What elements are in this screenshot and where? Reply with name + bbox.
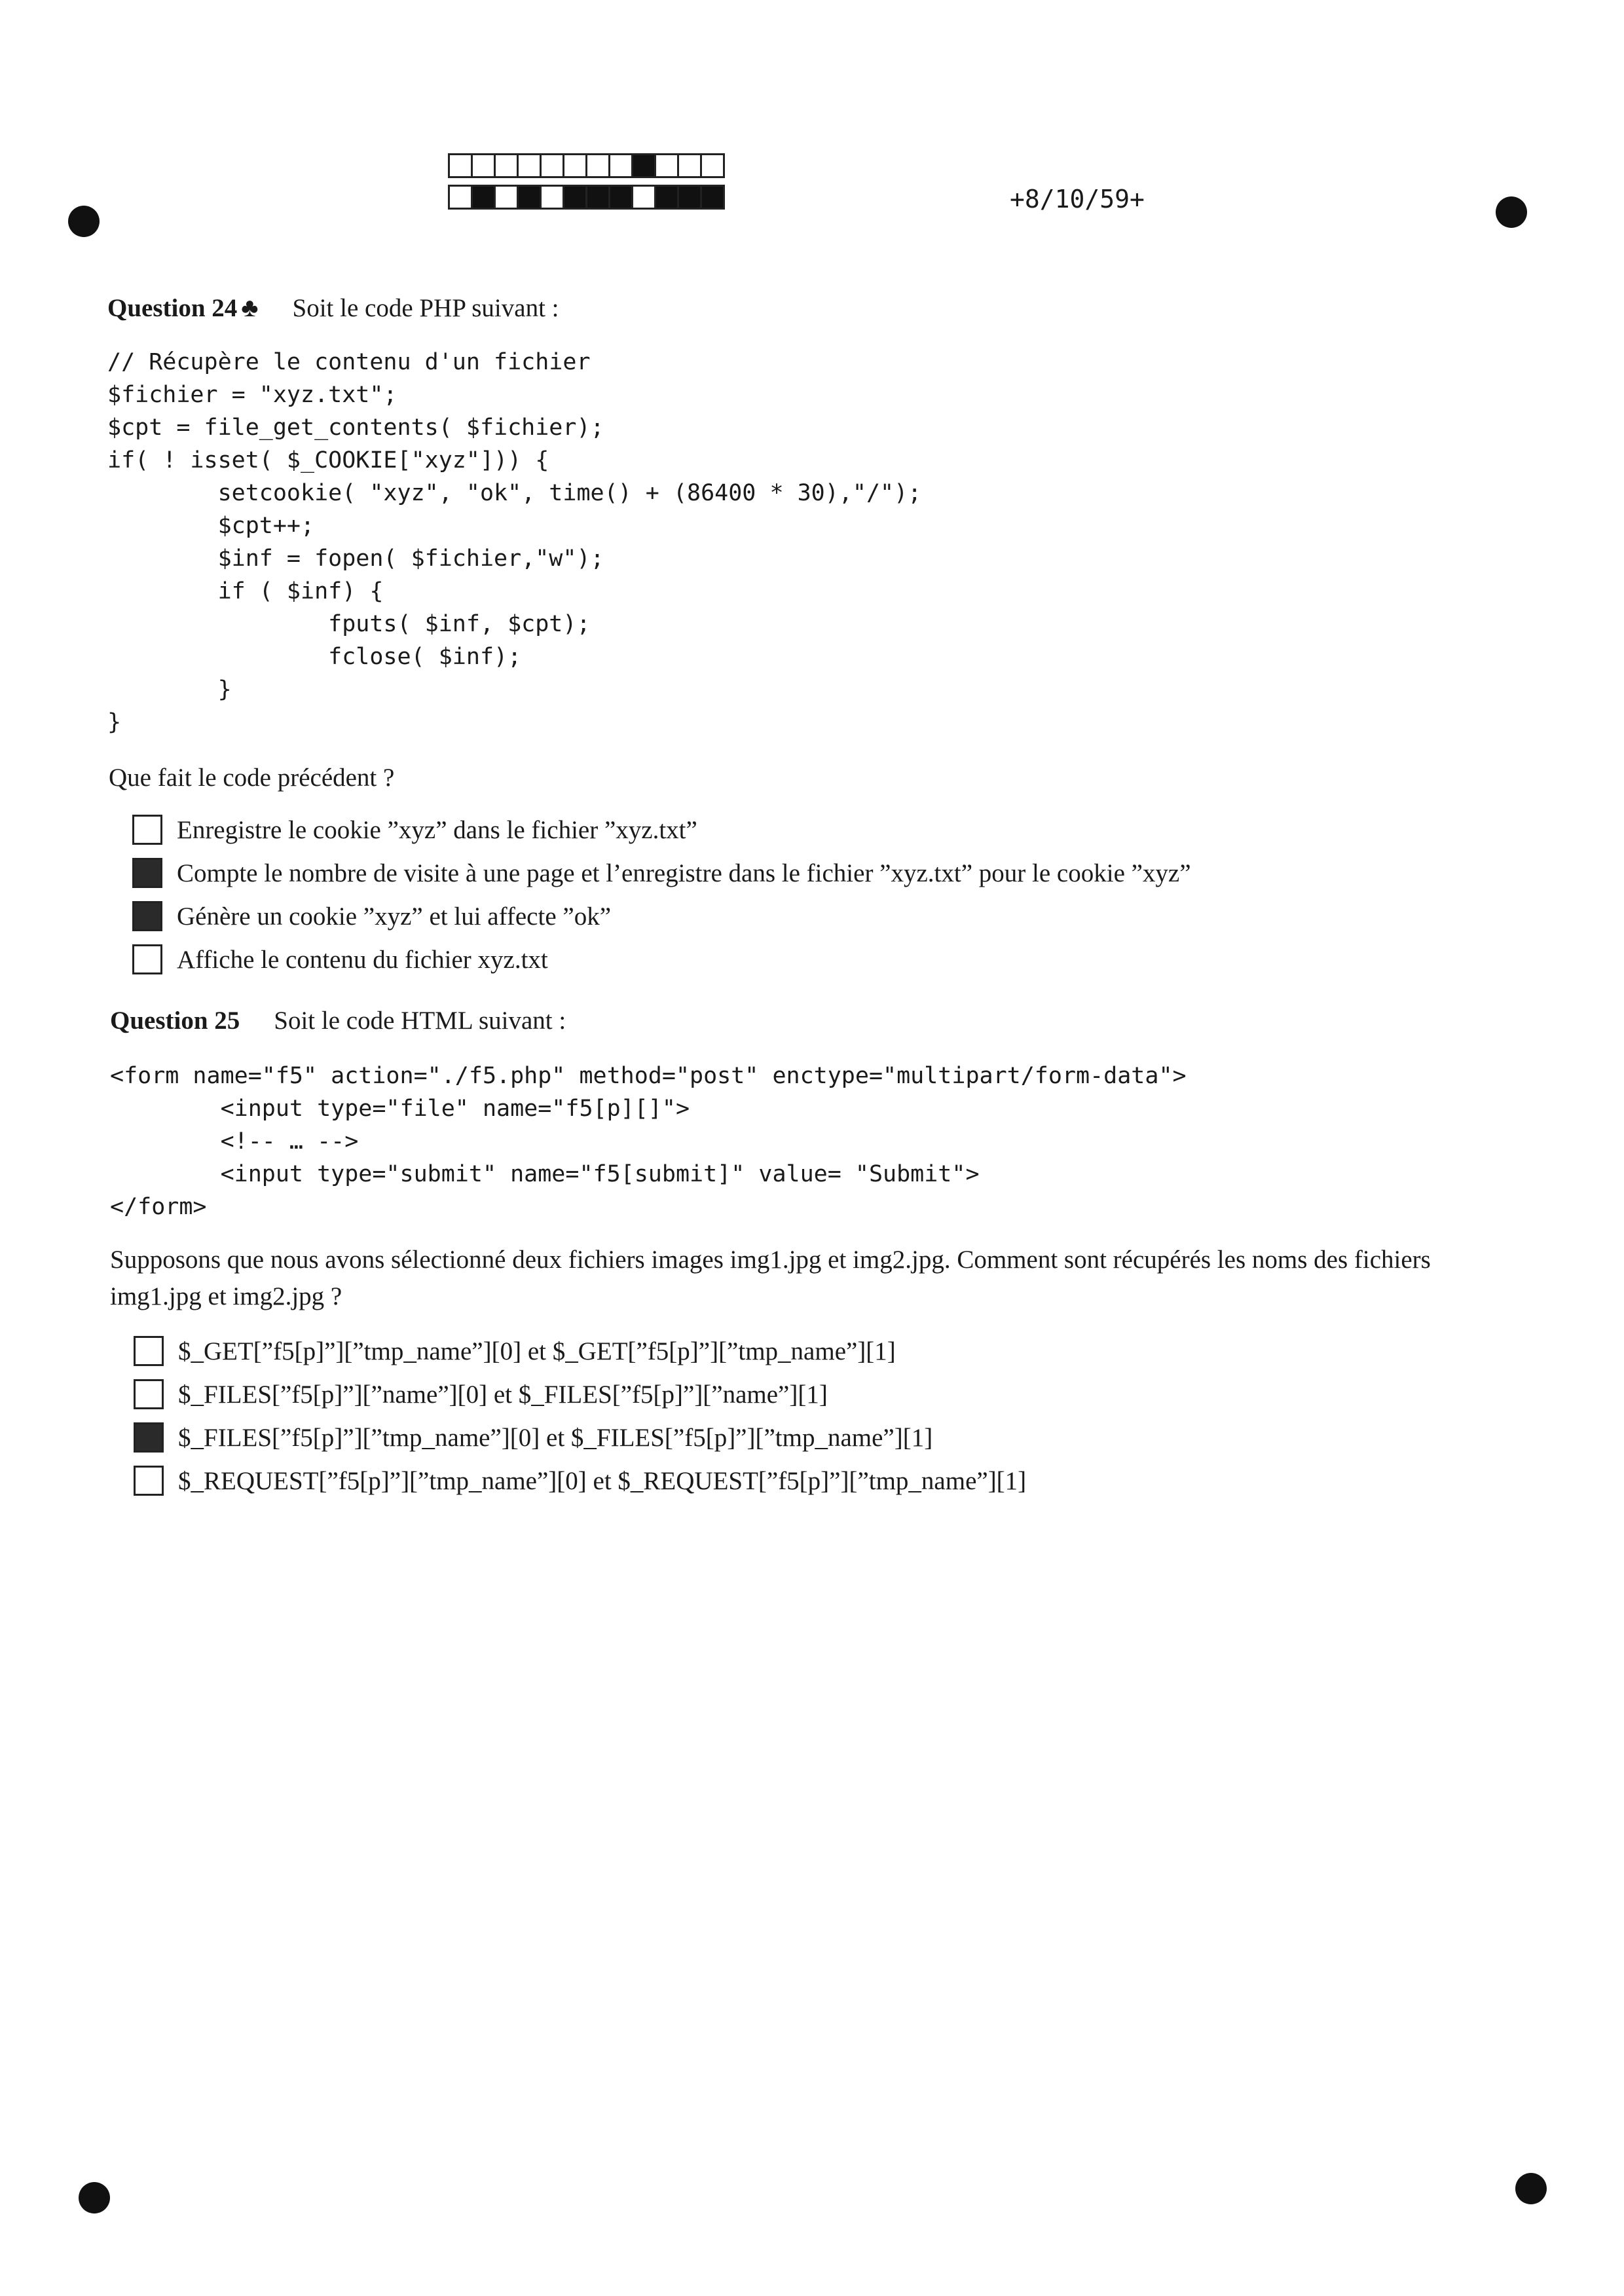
choice-label: $_REQUEST[”f5[p]”][”tmp_name”][0] et $_REQUEST[”f5[p]”][”tmp_name”][1] (178, 1466, 1027, 1495)
choice-label: Génère un cookie ”xyz” et lui affecte ”ok” (177, 902, 611, 931)
question-25-code: <form name="f5" action="./f5.php" method="post" enctype="multipart/form-data"> <input type="file" name="f5[p][]"> <!-- … --> <input type="submit" name="f5[submit]" value= "Submit"> </form> (110, 1063, 1187, 1220)
barcode-cell (517, 185, 542, 210)
barcode-cell (471, 153, 496, 178)
barcode-cell (540, 153, 564, 178)
barcode-cell (700, 153, 725, 178)
choice-label: $_FILES[”f5[p]”][”tmp_name”][0] et $_FILES[”f5[p]”][”tmp_name”][1] (178, 1423, 933, 1452)
corner-mark-bottom-right (1515, 2173, 1547, 2204)
barcode-cell (585, 153, 610, 178)
barcode-cell (517, 153, 542, 178)
barcode-cell (608, 185, 633, 210)
id-barcode-row-1 (448, 153, 723, 178)
barcode-cell (700, 185, 725, 210)
choice-label: $_FILES[”f5[p]”][”name”][0] et $_FILES[”f5[p]”][”name”][1] (178, 1380, 828, 1409)
question-25-intro: Soit le code HTML suivant : (274, 1007, 566, 1035)
barcode-cell (677, 153, 702, 178)
question-24-header (107, 292, 559, 323)
barcode-cell (563, 153, 587, 178)
checkbox[interactable] (132, 858, 162, 888)
corner-mark-top-right (1496, 196, 1527, 228)
id-barcode-row-2 (448, 185, 723, 210)
checkbox[interactable] (132, 815, 162, 845)
question-24-prompt: Que fait le code précédent ? (109, 764, 395, 792)
checkbox[interactable] (132, 901, 162, 931)
question-25-choices (134, 1329, 1026, 1502)
question-24-code: // Récupère le contenu d'un fichier $fichier = "xyz.txt"; $cpt = file_get_contents( $fichier); if( ! isset( $_COOKIE["xyz"])) { setcookie( "xyz", "ok", time() + (86400 * 30),"/"); $cpt++; $inf = fopen( $fichier,"w"); if ( $inf) { fputs( $inf, $cpt); fclose( $inf); } } (107, 349, 922, 735)
question-24-intro: Soit le code PHP suivant : (292, 294, 559, 322)
corner-mark-top-left (68, 206, 100, 237)
checkbox[interactable] (132, 944, 162, 974)
q25-choice-1[interactable] (134, 1329, 1026, 1373)
barcode-cell (654, 185, 679, 210)
choice-label: Enregistre le cookie ”xyz” dans le fichier ”xyz.txt” (177, 815, 697, 844)
question-25-number: Question 25 (110, 1007, 240, 1035)
question-25-header (110, 1006, 566, 1035)
q25-choice-4[interactable] (134, 1459, 1026, 1502)
q24-choice-4[interactable] (132, 938, 1191, 981)
corner-mark-bottom-left (79, 2182, 110, 2213)
q25-choice-3[interactable] (134, 1416, 1026, 1459)
q24-choice-3[interactable] (132, 895, 1191, 938)
checkbox[interactable] (134, 1466, 164, 1496)
barcode-cell (494, 185, 519, 210)
barcode-cell (448, 153, 473, 178)
club-icon: ♣ (241, 293, 259, 322)
barcode-cell (563, 185, 587, 210)
question-24-number: Question 24 ♣ (107, 293, 259, 322)
barcode-cell (448, 185, 473, 210)
choice-label: $_GET[”f5[p]”][”tmp_name”][0] et $_GET[”f5[p]”][”tmp_name”][1] (178, 1337, 896, 1365)
barcode-cell (540, 185, 564, 210)
barcode-cell (631, 185, 656, 210)
choice-label: Affiche le contenu du fichier xyz.txt (177, 945, 548, 974)
checkbox[interactable] (134, 1379, 164, 1409)
barcode-cell (654, 153, 679, 178)
page-id: +8/10/59+ (1010, 185, 1145, 213)
barcode-cell (608, 153, 633, 178)
checkbox[interactable] (134, 1336, 164, 1366)
barcode-cell (494, 153, 519, 178)
barcode-cell (677, 185, 702, 210)
question-24-choices (132, 808, 1191, 981)
barcode-cell (585, 185, 610, 210)
choice-label: Compte le nombre de visite à une page et l’enregistre dans le fichier ”xyz.txt” pour le cookie ”xyz” (177, 859, 1191, 887)
barcode-cell (471, 185, 496, 210)
q24-choice-2[interactable] (132, 851, 1191, 895)
checkbox[interactable] (134, 1422, 164, 1453)
q25-choice-2[interactable] (134, 1373, 1026, 1416)
question-25-prompt: Supposons que nous avons sélectionné deux fichiers images img1.jpg et img2.jpg. Comment sont récupérés les noms des fichiers img1.jpg et img2.jpg ? (110, 1246, 1431, 1310)
q24-choice-1[interactable] (132, 808, 1191, 851)
barcode-cell (631, 153, 656, 178)
